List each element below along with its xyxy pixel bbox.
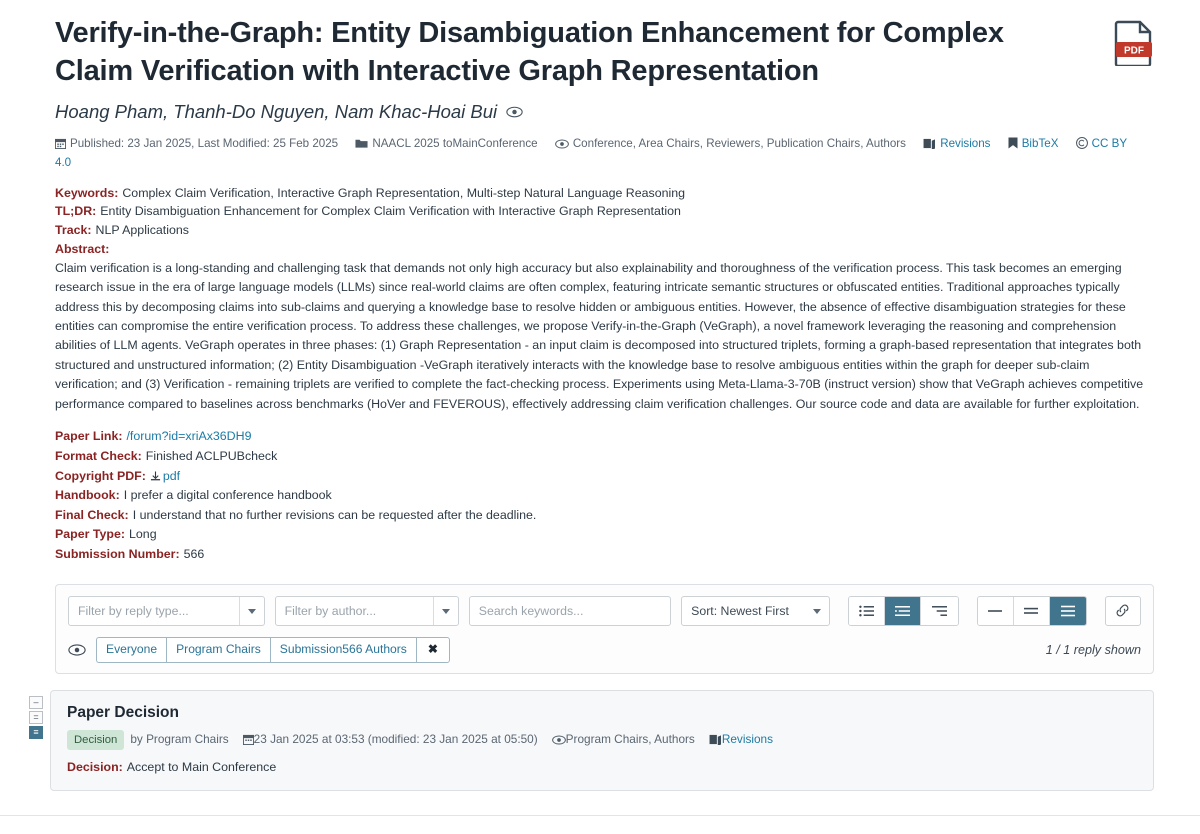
- reply-body-value: Accept to Main Conference: [126, 760, 277, 775]
- detail-label: Handbook:: [55, 488, 120, 503]
- equals-icon[interactable]: [1014, 597, 1050, 625]
- sort-select[interactable]: [681, 596, 830, 626]
- detail-paper-link: [55, 428, 1154, 446]
- readers-text: Conference, Area Chairs, Reviewers, Publication Chairs, Authors: [572, 136, 906, 150]
- eye-icon: [506, 106, 523, 118]
- chevron-down-icon: [248, 609, 256, 614]
- reply-body-label: Decision:: [67, 760, 123, 775]
- field-label: TL;DR:: [55, 204, 97, 219]
- pill-everyone[interactable]: Everyone: [96, 637, 166, 663]
- authors-line: [55, 101, 1154, 123]
- detail-handbook: [55, 487, 1154, 505]
- bars-icon[interactable]: [1050, 597, 1086, 625]
- reply-revisions[interactable]: [709, 731, 773, 749]
- field-tldr: [55, 203, 1154, 221]
- detail-value: I understand that no further revisions can be requested after the deadline.: [132, 507, 537, 522]
- pill-submission-authors[interactable]: Submission566 Authors: [270, 637, 416, 663]
- detail-value: 566: [183, 547, 205, 562]
- bookmark-icon: [1008, 137, 1018, 149]
- list-view-icon[interactable]: [849, 597, 885, 625]
- detail-label: Paper Type:: [55, 527, 126, 542]
- status-badge: Decision: [67, 730, 124, 751]
- view-mode-group: [848, 596, 958, 626]
- detail-copyright-pdf: [55, 468, 1154, 486]
- calendar-icon: [243, 734, 254, 745]
- detail-value[interactable]: /forum?id=xriAx36DH9: [126, 429, 252, 444]
- folder-icon: [355, 138, 368, 149]
- reply-count-label: 1 / 1 reply shown: [1045, 642, 1141, 657]
- bibtex-meta[interactable]: [1008, 137, 1062, 150]
- paper-meta: [55, 134, 1154, 172]
- pdf-download-icon[interactable]: [1114, 20, 1154, 66]
- link-icon[interactable]: [1105, 596, 1141, 626]
- field-label: Keywords:: [55, 185, 119, 200]
- detail-value[interactable]: pdf: [162, 468, 181, 483]
- revisions-icon: [709, 734, 722, 745]
- published-text: Published: 23 Jan 2025, Last Modified: 25 Feb 2025: [70, 136, 339, 150]
- download-icon: [150, 471, 161, 482]
- reply-meta: [67, 730, 1137, 751]
- field-value: Entity Disambiguation Enhancement for Complex Claim Verification with Interactive Graph Representation: [100, 204, 681, 219]
- collapse-equals-button[interactable]: =: [29, 711, 43, 724]
- reply-readers-text: Program Chairs, Authors: [565, 732, 695, 747]
- select-divider: [433, 597, 434, 625]
- reply-collapse-rail: [28, 690, 44, 792]
- abstract-label: Abstract:: [55, 241, 110, 256]
- svg-text:PDF: PDF: [1124, 45, 1144, 57]
- field-label: Track:: [55, 223, 92, 237]
- venue-meta: [355, 137, 540, 150]
- reply-revisions-link[interactable]: Revisions: [721, 732, 773, 747]
- collapse-minus-button[interactable]: –: [29, 696, 43, 709]
- clear-filters-button[interactable]: ✖: [416, 637, 450, 663]
- detail-label: Submission Number:: [55, 547, 180, 562]
- creative-commons-icon: [1076, 137, 1088, 149]
- footer-spacer: [0, 816, 1200, 834]
- detail-final-check: [55, 507, 1154, 525]
- pill-program-chairs[interactable]: Program Chairs: [166, 637, 270, 663]
- title-row: [55, 14, 1154, 91]
- reply-readers: [552, 731, 695, 749]
- sort-select-value: Sort: Newest First: [691, 603, 789, 618]
- density-group: [977, 596, 1087, 626]
- eye-icon: [555, 139, 569, 149]
- reply-body: [67, 760, 1137, 774]
- detail-submission-number: [55, 546, 1154, 564]
- reply-card-paper-decision: [50, 690, 1154, 792]
- authors-names: Hoang Pham, Thanh-Do Nguyen, Nam Khac-Hoai Bui: [55, 100, 498, 122]
- reply-author: by Program Chairs: [130, 732, 229, 747]
- visibility-pills: [96, 637, 450, 663]
- reply-title: Paper Decision: [67, 703, 179, 721]
- author-filter-value: Filter by author...: [284, 603, 377, 618]
- reply-type-filter-value: Filter by reply type...: [78, 603, 189, 618]
- abstract-text: Claim verification is a long-standing and challenging task that demands not only high accuracy but also explainability and thoroughness of the verification process. This task becomes an emerging research issue in the era of large language models (LLMs) since real-world claims are often complex, featuring intricate semantic structures or obfuscated entities. Traditional approaches typically address this by decomposing claims into sub-claims and querying a knowledge base to resolve hidden or ambiguous entities. However, the absence of effective disambiguation strategies for these entities can compromise the entire verification process. To address these challenges, we propose Verify-in-the-Graph (VeGraph), a novel framework leveraging the reasoning and comprehension abilities of LLM agents. VeGraph operates in three phases: (1) Graph Representation - an input claim is decomposed into structured triplets, forming a graph-based representation that integrates both structured and unstructured information; (2) Entity Disambiguation -VeGraph iteratively interacts with the knowledge base to resolve ambiguous entities within the graph for deeper sub-claim verification; and (3) Verification - remaining triplets are verified to complete the fact-checking process. Experiments using Meta-Llama-3-70B (instruct version) show that VeGraph achieves competitive performance compared to baselines across benchmarks (HoVer and FEVEROUS), effectively addressing claim verification challenges. Our source code and data are available for further exploitation.: [55, 260, 1144, 411]
- eye-icon: [552, 735, 566, 745]
- paper-details: [55, 428, 1154, 563]
- reply-date-text: 23 Jan 2025 at 03:53 (modified: 23 Jan 2025 at 05:50): [253, 732, 538, 747]
- field-value: NLP Applications: [95, 223, 189, 237]
- chevron-down-icon: [442, 609, 450, 614]
- search-input[interactable]: [469, 596, 671, 626]
- revisions-meta[interactable]: [923, 137, 994, 150]
- visibility-row: [68, 637, 1141, 663]
- collapse-expand-button[interactable]: ≡: [29, 726, 43, 739]
- minus-icon[interactable]: [978, 597, 1014, 625]
- detail-label: Paper Link:: [55, 429, 123, 444]
- revisions-icon: [923, 138, 936, 149]
- reply-date: [243, 731, 538, 749]
- published-meta: [55, 137, 341, 150]
- reply-type-filter[interactable]: [68, 596, 265, 626]
- filter-controls-row: [68, 596, 1141, 626]
- readers-meta: [555, 137, 909, 150]
- paper-fields: [55, 185, 1154, 415]
- reply-filter-bar: [55, 584, 1154, 674]
- license-link[interactable]: CC BY 4.0: [55, 136, 1127, 169]
- detail-label: Format Check:: [55, 448, 142, 463]
- chevron-down-icon: [813, 609, 821, 614]
- detail-label: Final Check:: [55, 507, 129, 522]
- calendar-icon: [55, 138, 66, 149]
- field-track: [55, 222, 1154, 240]
- bibtex-link[interactable]: BibTeX: [1021, 136, 1059, 150]
- detail-value: Long: [129, 527, 157, 542]
- detail-format-check: [55, 448, 1154, 466]
- eye-icon: [68, 644, 86, 656]
- reply-list: [28, 690, 1154, 792]
- detail-value: Finished ACLPUBcheck: [145, 448, 278, 463]
- revisions-link[interactable]: Revisions: [940, 136, 991, 150]
- detail-value: I prefer a digital conference handbook: [123, 488, 332, 503]
- detail-label: Copyright PDF:: [55, 468, 146, 483]
- select-divider: [239, 597, 240, 625]
- threaded-view-icon[interactable]: [921, 597, 957, 625]
- author-filter[interactable]: [275, 596, 459, 626]
- field-value: Complex Claim Verification, Interactive Graph Representation, Multi-step Natural Language Reasoning: [122, 185, 686, 200]
- detail-paper-type: [55, 526, 1154, 544]
- venue-text: NAACL 2025 toMainConference: [372, 136, 538, 150]
- page-title: Verify-in-the-Graph: Entity Disambiguation Enhancement for Complex Claim Verification with Interactive Graph Representation: [55, 17, 1004, 88]
- field-keywords: [55, 185, 1154, 203]
- nested-view-icon[interactable]: [885, 597, 921, 625]
